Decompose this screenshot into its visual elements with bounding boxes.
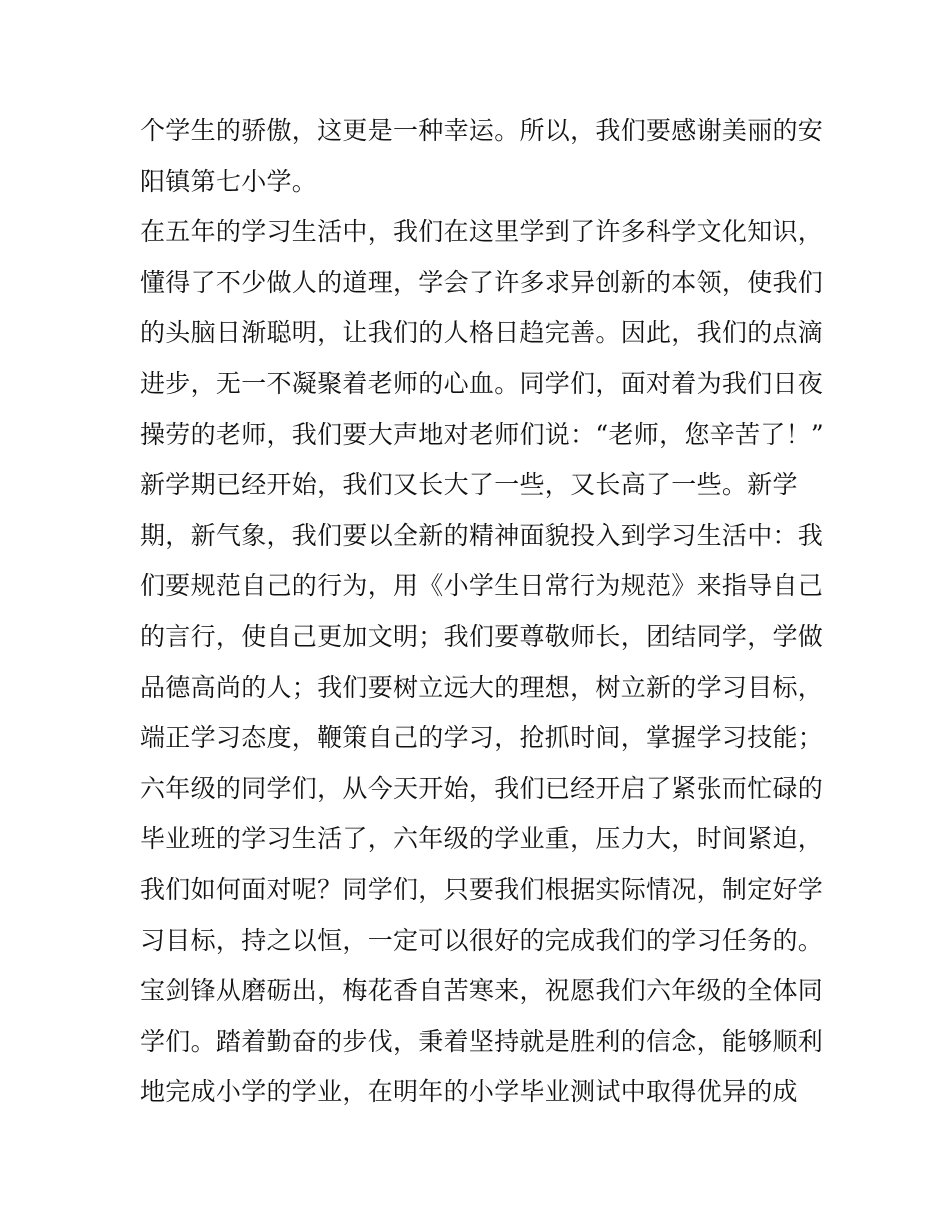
text-line: 个学生的骄傲，这更是一种幸运。所以，我们要感谢美丽的安 xyxy=(140,116,824,145)
text-line: 毕业班的学习生活了，六年级的学业重，压力大，时间紧迫， xyxy=(140,824,824,854)
text-line: 在五年的学习生活中，我们在这里学到了许多科学文化知识， xyxy=(140,217,824,247)
text-line: 我们如何面对呢？同学们，只要我们根据实际情况，制定好学 xyxy=(140,874,824,904)
text-line: 操劳的老师，我们要大声地对老师们说：“老师，您辛苦了！” xyxy=(140,419,824,449)
body-text xyxy=(140,106,824,1118)
text-line: 阳镇第七小学。 xyxy=(140,166,318,196)
text-line: 地完成小学的学业，在明年的小学毕业测试中取得优异的成 xyxy=(140,1077,798,1107)
text-line: 学们。踏着勤奋的步伐，秉着坚持就是胜利的信念，能够顺利 xyxy=(140,1026,824,1056)
text-line: 端正学习态度，鞭策自己的学习，抢抓时间，掌握学习技能； xyxy=(140,723,824,753)
text-line: 六年级的同学们，从今天开始，我们已经开启了紧张而忙碌的 xyxy=(140,773,824,803)
text-line: 们要规范自己的行为，用《小学生日常行为规范》来指导自己 xyxy=(140,571,824,601)
text-line: 品德高尚的人；我们要树立远大的理想，树立新的学习目标， xyxy=(140,672,824,702)
text-line: 懂得了不少做人的道理，学会了许多求异创新的本领，使我们 xyxy=(140,267,824,297)
text-line: 习目标，持之以恒，一定可以很好的完成我们的学习任务的。 xyxy=(140,925,824,955)
text-line: 进步，无一不凝聚着老师的心血。同学们，面对着为我们日夜 xyxy=(140,368,824,398)
text-line: 新学期已经开始，我们又长大了一些，又长高了一些。新学 xyxy=(140,470,798,500)
text-line: 宝剑锋从磨砺出，梅花香自苦寒来，祝愿我们六年级的全体同 xyxy=(140,976,824,1006)
text-line: 期，新气象，我们要以全新的精神面貌投入到学习生活中：我 xyxy=(140,520,824,550)
text-line: 的言行，使自己更加文明；我们要尊敬师长，团结同学，学做 xyxy=(140,621,824,651)
text-line: 的头脑日渐聪明，让我们的人格日趋完善。因此，我们的点滴 xyxy=(140,318,824,348)
